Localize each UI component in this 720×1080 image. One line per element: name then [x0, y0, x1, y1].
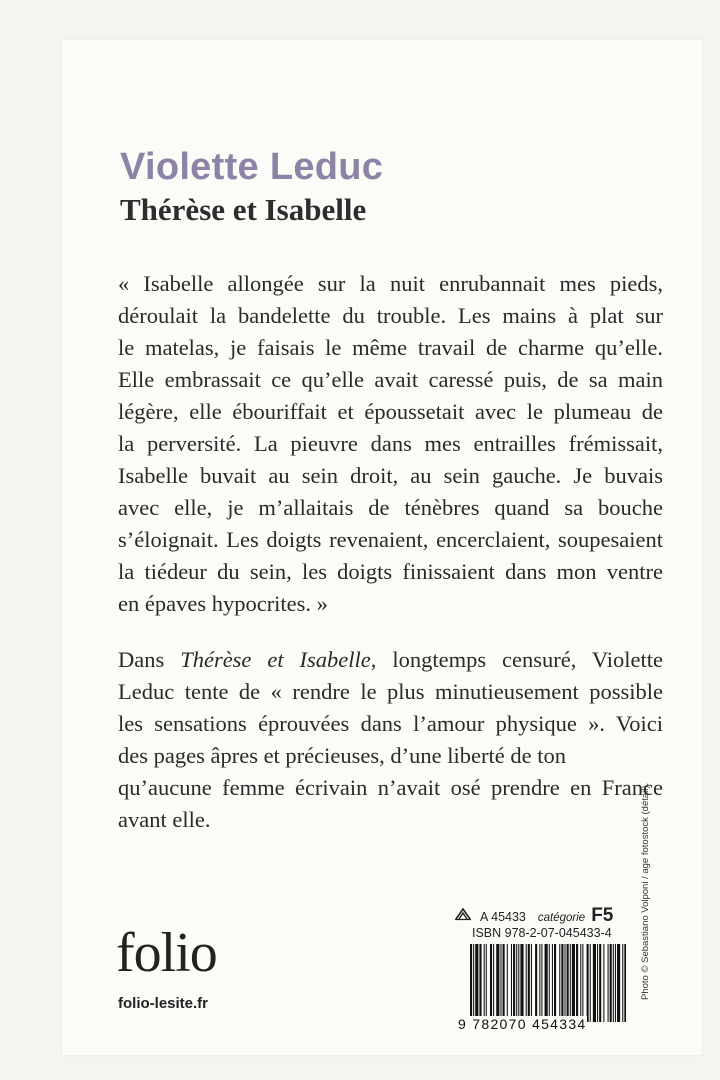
quote-line: en épaves hypocrites. »	[118, 591, 328, 616]
blurb-line: des pages âpres et précieuses, d’une liberté de ton	[118, 743, 566, 768]
quote-line: déroulait la bandelette du trouble. Les mains à plat sur	[118, 303, 663, 328]
barcode-bar	[582, 944, 583, 1022]
barcode-bar	[473, 944, 474, 1022]
barcode-bar	[565, 944, 566, 1022]
excerpt-quote	[118, 268, 663, 620]
barcode-bar	[590, 944, 591, 1022]
barcode-bar	[597, 944, 598, 1022]
barcode-bar	[496, 944, 499, 1022]
barcode-bar	[493, 944, 494, 1022]
barcode-bar	[500, 944, 501, 1022]
blurb-line: qu’aucune femme écrivain n’avait osé prendre en France	[118, 775, 663, 800]
barcode-bar	[518, 944, 519, 1022]
barcode	[470, 944, 626, 1022]
blurb-paragraph	[118, 644, 663, 836]
quote-line: légère, elle ébouriffait et époussetait avec le plumeau de	[118, 399, 663, 424]
blurb-line: Leduc tente de « rendre le plus minutieusement possible	[118, 679, 663, 704]
folio-house-mark-icon	[454, 907, 472, 921]
barcode-bar	[580, 944, 581, 1022]
photo-credit: Photo © Sebastiano Volponi / age fotostock (détail).	[640, 782, 651, 1000]
barcode-bar	[552, 944, 553, 1022]
quote-line: Isabelle buvait au sein droit, au sein gauche. Je buvais	[118, 463, 663, 488]
barcode-bar	[576, 944, 578, 1022]
barcode-bar	[559, 944, 560, 1022]
quote-line: avec elle, je m’allaitais de ténèbres quand sa bouche	[118, 495, 663, 520]
quote-line: Elle embrassait ce qu’elle avait caressé puis, de sa main	[118, 367, 663, 392]
quote-line: la perversité. La pieuvre dans mes entrailles frémissait,	[118, 431, 663, 456]
barcode-bar	[484, 944, 485, 1022]
barcode-bar	[567, 944, 569, 1022]
barcode-bar	[513, 944, 515, 1022]
blurb-line: les sensations éprouvées dans l’amour physique ». Voici	[118, 711, 663, 736]
barcode-bar	[507, 944, 508, 1022]
quote-line: « Isabelle allongée sur la nuit enrubannait mes pieds,	[118, 271, 663, 296]
barcode-bar	[615, 944, 616, 1022]
barcode-bar	[624, 944, 626, 1022]
folio-logo: folio	[116, 922, 217, 984]
barcode-bar	[535, 944, 537, 1022]
barcode-bar	[570, 944, 571, 1022]
author-name: Violette Leduc	[120, 146, 384, 188]
category-value: F5	[591, 905, 614, 926]
barcode-bar	[593, 944, 596, 1022]
blurb-line: avant elle.	[118, 807, 211, 832]
blurb-italic-title: Thérèse et Isabelle	[180, 647, 371, 672]
barcode-bar	[511, 944, 512, 1022]
barcode-bar	[479, 944, 481, 1022]
barcode-bar	[572, 944, 575, 1022]
barcode-bar	[520, 944, 523, 1022]
barcode-bar	[516, 944, 517, 1022]
quote-line: la tiédeur du sein, les doigts finissaient dans mon ventre	[118, 559, 663, 584]
blurb-line	[118, 644, 663, 676]
barcode-bar	[541, 944, 542, 1022]
barcode-bar	[608, 944, 609, 1022]
barcode-bar	[475, 944, 478, 1022]
barcode-bar	[613, 944, 614, 1022]
barcode-bar	[599, 944, 601, 1022]
blurb-text: , longtemps censuré, Violette	[370, 647, 663, 672]
product-code: A 45433	[480, 910, 526, 924]
blurb-text: Dans	[118, 647, 181, 672]
barcode-digits: 9 782070 454334	[458, 1016, 587, 1032]
barcode-bar	[545, 944, 548, 1022]
barcode-bar	[486, 944, 487, 1022]
isbn: ISBN 978-2-07-045433-4	[472, 926, 612, 940]
barcode-bar	[503, 944, 505, 1022]
category-label: catégorie	[537, 912, 586, 924]
barcode-bar	[470, 944, 472, 1022]
barcode-bar	[561, 944, 563, 1022]
barcode-bar	[526, 944, 527, 1022]
barcode-bar	[587, 944, 589, 1022]
barcode-bar	[549, 944, 550, 1022]
barcode-bar	[603, 944, 604, 1022]
barcode-bar	[610, 944, 612, 1022]
barcode-bar	[531, 944, 532, 1022]
barcode-bar	[554, 944, 556, 1022]
quote-line: le matelas, je faisais le même travail de charme qu’elle.	[118, 335, 663, 360]
barcode-bar	[622, 944, 623, 1022]
product-code-row	[454, 905, 613, 927]
barcode-bar	[617, 944, 620, 1022]
publisher-website: folio-lesite.fr	[118, 995, 209, 1012]
quote-line: s’éloignait. Les doigts revenaient, encerclaient, soupesaient	[118, 527, 663, 552]
book-title: Thérèse et Isabelle	[120, 192, 367, 227]
barcode-bar	[528, 944, 530, 1022]
barcode-bar	[490, 944, 492, 1022]
barcode-bar	[539, 944, 540, 1022]
